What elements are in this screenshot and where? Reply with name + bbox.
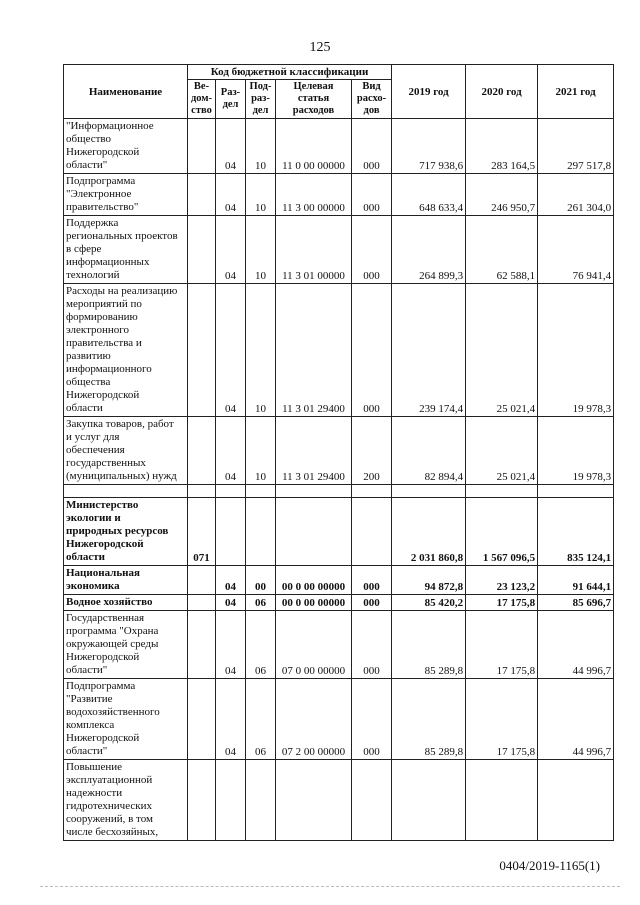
cell-department: [188, 566, 216, 595]
cell-section: 04: [216, 216, 246, 284]
cell-expense-type: 000: [352, 595, 392, 611]
cell-2020: 246 950,7: [466, 174, 538, 216]
cell-2021: 19 978,3: [538, 417, 614, 485]
cell-section: 04: [216, 174, 246, 216]
cell-department: [188, 174, 216, 216]
header-subsection: Под- раз- дел: [246, 80, 276, 119]
budget-table: [63, 64, 614, 841]
cell-subsection: 10: [246, 216, 276, 284]
cell-section: 04: [216, 566, 246, 595]
cell-subsection: 00: [246, 566, 276, 595]
cell-expense-type: 000: [352, 284, 392, 417]
cell-department: [188, 216, 216, 284]
cell-expense-type: 000: [352, 174, 392, 216]
cell-2019: 82 894,4: [392, 417, 466, 485]
cell-2020: 25 021,4: [466, 284, 538, 417]
cell-target-article: [276, 760, 352, 841]
cell-2021: 91 644,1: [538, 566, 614, 595]
cell-2019: 94 872,8: [392, 566, 466, 595]
cell-2020: 1 567 096,5: [466, 498, 538, 566]
cell-2021: 44 996,7: [538, 679, 614, 760]
cell-2021: 44 996,7: [538, 611, 614, 679]
cell-target-article: 07 0 00 00000: [276, 611, 352, 679]
cell-department: [188, 611, 216, 679]
cell-name: "Информационное общество Нижегородской области": [64, 119, 188, 174]
table-row: [64, 566, 614, 595]
cell-section: 04: [216, 679, 246, 760]
cell-department: [188, 760, 216, 841]
cell-name: Водное хозяйство: [64, 595, 188, 611]
cell-department: [188, 595, 216, 611]
cell-subsection: 06: [246, 679, 276, 760]
empty-cell: [466, 485, 538, 498]
spacer-row: [64, 485, 614, 498]
cell-2020: 283 164,5: [466, 119, 538, 174]
cell-2020: 62 588,1: [466, 216, 538, 284]
cell-expense-type: 000: [352, 679, 392, 760]
empty-cell: [392, 485, 466, 498]
cell-2021: 297 517,8: [538, 119, 614, 174]
cell-subsection: 10: [246, 174, 276, 216]
cell-target-article: [276, 498, 352, 566]
bottom-rule: [40, 886, 620, 887]
cell-name: Закупка товаров, работ и услуг для обеспечения государственных (муниципальных) нужд: [64, 417, 188, 485]
cell-expense-type: [352, 498, 392, 566]
cell-section: [216, 760, 246, 841]
empty-cell: [246, 485, 276, 498]
cell-subsection: [246, 498, 276, 566]
table-row: [64, 216, 614, 284]
cell-2019: 648 633,4: [392, 174, 466, 216]
table-row: [64, 284, 614, 417]
cell-expense-type: 000: [352, 216, 392, 284]
cell-2020: 23 123,2: [466, 566, 538, 595]
cell-section: 04: [216, 595, 246, 611]
cell-2019: 85 289,8: [392, 611, 466, 679]
cell-subsection: 10: [246, 284, 276, 417]
cell-section: 04: [216, 284, 246, 417]
table-body: [64, 119, 614, 841]
cell-name: Государственная программа "Охрана окружающей среды Нижегородской области": [64, 611, 188, 679]
cell-expense-type: 200: [352, 417, 392, 485]
cell-subsection: 10: [246, 417, 276, 485]
header-department: Ве- дом- ство: [188, 80, 216, 119]
cell-section: 04: [216, 119, 246, 174]
cell-section: 04: [216, 611, 246, 679]
table-header: [64, 65, 614, 119]
cell-2021: [538, 760, 614, 841]
cell-2019: 717 938,6: [392, 119, 466, 174]
cell-target-article: 00 0 00 00000: [276, 566, 352, 595]
empty-cell: [64, 485, 188, 498]
cell-2020: 25 021,4: [466, 417, 538, 485]
cell-department: [188, 679, 216, 760]
cell-expense-type: 000: [352, 611, 392, 679]
table-row: [64, 417, 614, 485]
header-expense-type: Вид расхо- дов: [352, 80, 392, 119]
cell-2021: 76 941,4: [538, 216, 614, 284]
cell-subsection: 10: [246, 119, 276, 174]
table-row: [64, 498, 614, 566]
header-target-article: Целевая статья расходов: [276, 80, 352, 119]
cell-2020: 17 175,8: [466, 679, 538, 760]
table-row: [64, 119, 614, 174]
cell-2019: 264 899,3: [392, 216, 466, 284]
table-row: [64, 595, 614, 611]
cell-name: Расходы на реализацию мероприятий по формированию электронного правительства и развитию информационного общества Нижегородской области: [64, 284, 188, 417]
cell-expense-type: 000: [352, 566, 392, 595]
cell-subsection: 06: [246, 611, 276, 679]
cell-target-article: 11 3 01 29400: [276, 417, 352, 485]
header-2020: 2020 год: [466, 65, 538, 119]
cell-department: [188, 417, 216, 485]
cell-section: [216, 498, 246, 566]
page-number: 125: [309, 40, 331, 55]
cell-target-article: 11 3 01 00000: [276, 216, 352, 284]
cell-department: [188, 119, 216, 174]
cell-2020: 17 175,8: [466, 611, 538, 679]
header-2019: 2019 год: [392, 65, 466, 119]
header-name: Наименование: [64, 65, 188, 119]
cell-2019: [392, 760, 466, 841]
cell-2021: 835 124,1: [538, 498, 614, 566]
cell-2020: [466, 760, 538, 841]
cell-2019: 85 420,2: [392, 595, 466, 611]
table-row: [64, 679, 614, 760]
cell-2019: 2 031 860,8: [392, 498, 466, 566]
cell-target-article: 11 0 00 00000: [276, 119, 352, 174]
header-2021: 2021 год: [538, 65, 614, 119]
cell-department: [188, 284, 216, 417]
cell-name: Министерство экологии и природных ресурсов Нижегородской области: [64, 498, 188, 566]
cell-2019: 239 174,4: [392, 284, 466, 417]
cell-subsection: [246, 760, 276, 841]
cell-2021: 261 304,0: [538, 174, 614, 216]
cell-name: Национальная экономика: [64, 566, 188, 595]
empty-cell: [352, 485, 392, 498]
empty-cell: [188, 485, 216, 498]
cell-2020: 17 175,8: [466, 595, 538, 611]
empty-cell: [276, 485, 352, 498]
cell-2021: 19 978,3: [538, 284, 614, 417]
cell-target-article: 11 3 00 00000: [276, 174, 352, 216]
cell-target-article: 11 3 01 29400: [276, 284, 352, 417]
cell-2021: 85 696,7: [538, 595, 614, 611]
empty-cell: [216, 485, 246, 498]
document-code: 0404/2019-1165(1): [499, 858, 600, 873]
cell-name: Повышение эксплуатационной надежности гидротехнических сооружений, в том числе бесхозяйных,: [64, 760, 188, 841]
header-section: Раз- дел: [216, 80, 246, 119]
cell-expense-type: 000: [352, 119, 392, 174]
cell-2019: 85 289,8: [392, 679, 466, 760]
cell-department: 071: [188, 498, 216, 566]
cell-subsection: 06: [246, 595, 276, 611]
cell-target-article: 00 0 00 00000: [276, 595, 352, 611]
table-row: [64, 611, 614, 679]
cell-section: 04: [216, 417, 246, 485]
cell-name: Подпрограмма "Развитие водохозяйственного комплекса Нижегородской области": [64, 679, 188, 760]
table-row: [64, 174, 614, 216]
cell-name: Подпрограмма "Электронное правительство": [64, 174, 188, 216]
cell-target-article: 07 2 00 00000: [276, 679, 352, 760]
header-code-group: Код бюджетной классификации: [188, 65, 392, 80]
cell-expense-type: [352, 760, 392, 841]
cell-name: Поддержка региональных проектов в сфере информационных технологий: [64, 216, 188, 284]
empty-cell: [538, 485, 614, 498]
table-row: [64, 760, 614, 841]
